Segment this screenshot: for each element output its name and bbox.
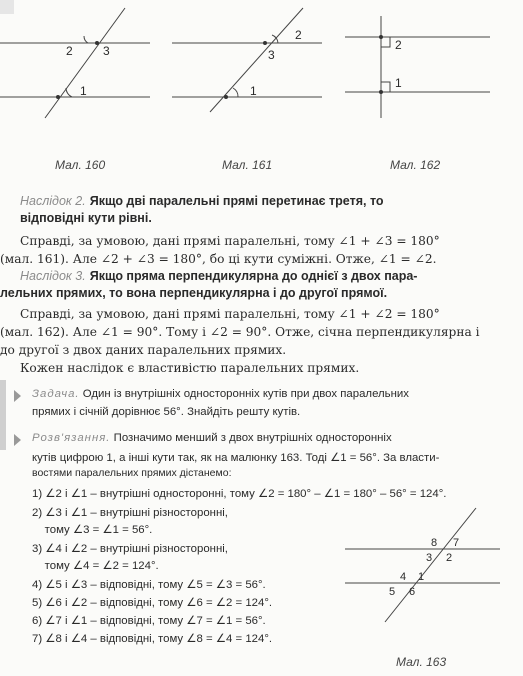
corollary2-para-2: (мал. 161). Але ∠2 + ∠3 = 180°, бо ці кути суміжні. Отже, ∠1 = ∠2.	[0, 252, 437, 266]
task-line-2: прямих і січній дорівнює 56°. Знайдіть решту кутів.	[32, 406, 301, 418]
fig160-label-3: 3	[103, 44, 110, 58]
fig163-label-7: 7	[453, 537, 460, 549]
figure-161	[172, 8, 322, 112]
task-line-1	[32, 388, 409, 400]
fig161-caption: Мал. 161	[222, 158, 273, 172]
fig161-label-3: 3	[268, 48, 275, 62]
summary-text: Кожен наслідок є властивістю паралельних прямих.	[20, 361, 360, 375]
corollary3-title-2: лельних прямих, то вона перпендикулярна і до другої прямої.	[0, 286, 388, 300]
solution-arrow-icon	[14, 434, 21, 446]
fig163-label-4: 4	[400, 571, 407, 583]
solution-line-2: кутів цифрою 1, а інші кути так, як на малюнку 163. Тоді ∠1 = 56°. За власти-	[32, 452, 440, 464]
corollary2-para-1: Справді, за умовою, дані прямі паралельні, тому ∠1 + ∠3 = 180°	[20, 234, 440, 248]
fig160-point-top	[95, 41, 99, 45]
corollary3-title-1: Якщо пряма перпендикулярна до однієї з двох пара-	[89, 269, 418, 283]
solution-label: Розв'язання.	[32, 432, 111, 444]
corollary2-title-1: Якщо дві паралельні прямі перетинає третя, то	[89, 194, 384, 208]
corollary3-para-3: до другої з двох даних паралельних прямих.	[0, 343, 287, 357]
fig160-caption: Мал. 160	[55, 158, 106, 172]
corollary3-para-2: (мал. 162). Але ∠1 = 90°. Тому і ∠2 = 90°. Отже, січна перпендикулярна і	[0, 325, 480, 339]
fig162-point-bottom	[379, 90, 383, 94]
solution-item-6: 6) ∠7 і ∠1 – відповідні, тому ∠7 = ∠1 = 56°.	[32, 615, 266, 627]
solution-item-4: 4) ∠5 і ∠3 – відповідні, тому ∠5 = ∠3 = 56°.	[32, 579, 266, 591]
corollary2-heading	[20, 193, 384, 208]
solution-item-2: 2) ∠3 і ∠1 – внутрішні різносторонні,	[32, 507, 228, 519]
fig162-point-top	[379, 35, 383, 39]
fig163-label-5: 5	[389, 586, 396, 598]
fig160-label-1: 1	[80, 84, 87, 98]
solution-item-1: 1) ∠2 і ∠1 – внутрішні односторонні, тому ∠2 = 180° – ∠1 = 180° – 56° = 124°.	[32, 488, 447, 500]
fig161-point-bottom	[224, 95, 228, 99]
solution-item-5: 5) ∠6 і ∠2 – відповідні, тому ∠6 = ∠2 = 124°.	[32, 597, 273, 609]
fig163-label-8: 8	[431, 537, 438, 549]
corollary3-label: Наслідок 3.	[20, 269, 86, 283]
fig163-label-2: 2	[446, 552, 453, 564]
solution-item-7: 7) ∠8 і ∠4 – відповідні, тому ∠8 = ∠4 = 124°.	[32, 633, 273, 645]
solution-line-3: востями паралельних прямих дістанемо:	[32, 467, 232, 479]
fig161-label-2: 2	[295, 28, 302, 42]
corollary2-label: Наслідок 2.	[20, 194, 86, 208]
fig163-label-6: 6	[409, 586, 416, 598]
solution-item-3: 3) ∠4 і ∠2 – внутрішні різносторонні,	[32, 543, 228, 555]
fig162-label-2: 2	[395, 38, 402, 52]
solution-line-1	[32, 432, 392, 444]
solution-item-3b: тому ∠4 = ∠2 = 124°.	[32, 560, 159, 572]
figure-160	[0, 8, 150, 118]
figure-163	[345, 508, 500, 622]
fig160-point-bottom	[56, 95, 60, 99]
solution-item-2b: тому ∠3 = ∠1 = 56°.	[32, 524, 153, 536]
corollary3-para-1: Справді, за умовою, дані прямі паралельні, тому ∠1 + ∠2 = 180°	[20, 307, 440, 321]
fig162-label-1: 1	[395, 76, 402, 90]
fig163-label-3: 3	[426, 552, 433, 564]
corollary2-title-2: відповідні кути рівні.	[20, 211, 152, 225]
fig162-caption: Мал. 162	[390, 158, 441, 172]
solution-text-1: Позначимо менший з двох внутрішніх односторонніх	[113, 432, 392, 444]
fig161-label-1: 1	[250, 84, 257, 98]
fig161-point-top	[263, 41, 267, 45]
corollary3-heading	[20, 268, 417, 283]
fig160-label-2: 2	[66, 44, 73, 58]
task-label: Задача.	[32, 388, 80, 400]
figure-162	[345, 16, 490, 118]
fig163-caption: Мал. 163	[396, 655, 447, 669]
task-text-1: Один із внутрішніх односторонніх кутів при двох паралельних	[82, 388, 409, 400]
fig163-label-1: 1	[418, 571, 425, 583]
task-arrow-icon	[14, 390, 21, 402]
